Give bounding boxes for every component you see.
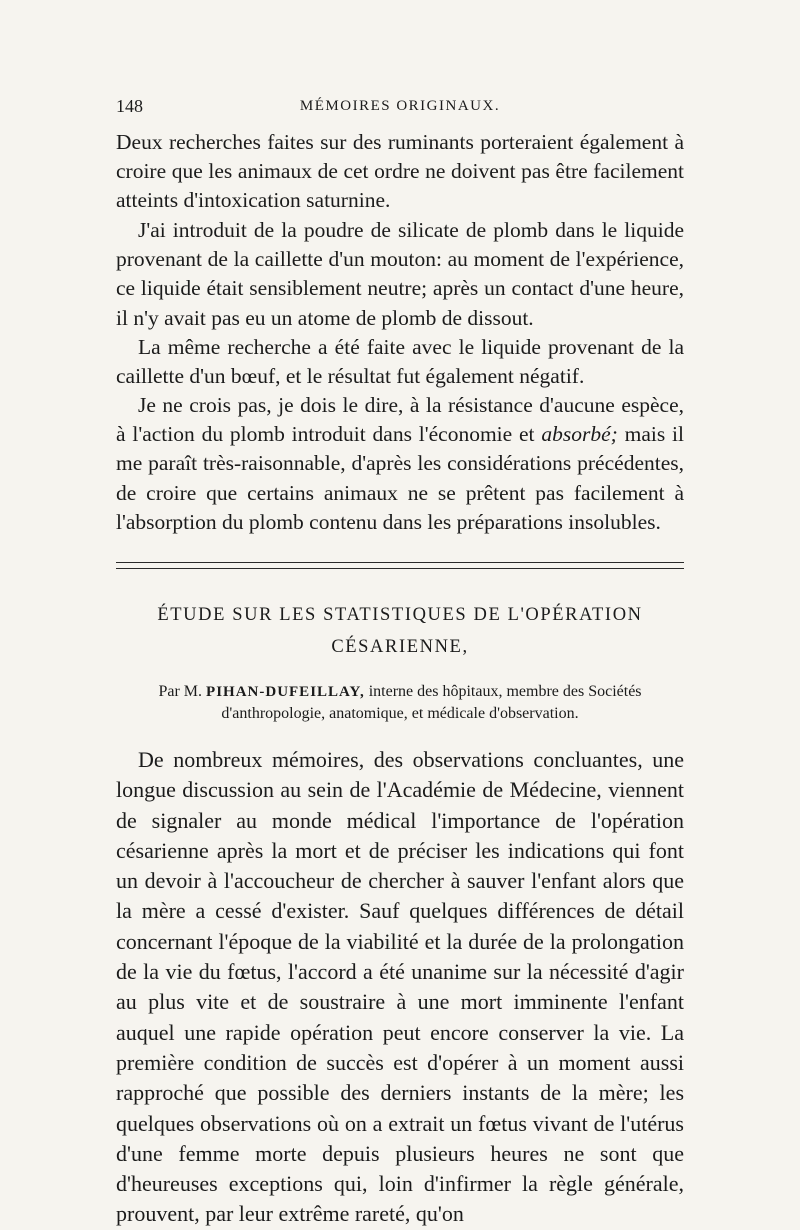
paragraph-conclusion	[116, 391, 684, 537]
article-body-paragraph: De nombreux mémoires, des observations concluantes, une longue discussion au sein de l'Académie de Médecine, viennent de signaler au monde médical l'importance de l'opération césarienne après la mort et de préciser les indications qui font un devoir à l'accoucheur de chercher à sauver l'enfant alors que la mère a cessé d'exister. Sauf quelques différences de détail concernant l'époque de la viabilité et la durée de la prolongation de la vie du fœtus, l'accord a été unanime sur la nécessité d'agir au plus vite et de soustraire à une mort imminente l'enfant auquel une rapide opération peut encore conserver la vie. La première condition de succès est d'opérer à un moment aussi rapproché que possible des derniers instants de la mère; les quelques observations où on a extrait un fœtus vivant de l'utérus d'une femme morte depuis plusieurs heures ne sont que d'heureuses exceptions qui, loin d'infirmer la règle générale, prouvent, par leur extrême rareté, qu'on	[116, 747, 684, 1227]
page-number: 148	[116, 96, 143, 116]
byline-prefix: Par M.	[158, 683, 207, 700]
section-divider-top	[116, 562, 684, 563]
paragraph-ruminants: Deux recherches faites sur des ruminants porteraient également à croire que les animaux de cet ordre ne doivent pas être facilement atteints d'intoxication saturnine.	[116, 130, 684, 213]
running-head	[116, 96, 684, 120]
paragraph-boeuf: La même recherche a été faite avec le liquide provenant de la caillette d'un bœuf, et le résultat fut également négatif.	[116, 335, 684, 389]
conclusion-text-end: mais il me paraît très-raisonnable, d'après les considérations précédentes, de croire que certains animaux ne se prêtent pas facilement à l'absorption du plomb contenu dans les préparations insolubles.	[116, 422, 684, 534]
byline-affiliation: interne des hôpitaux, membre des Sociétés d'anthropologie, anatomique, et médicale d'observation.	[221, 683, 642, 722]
paragraph-mouton: J'ai introduit de la poudre de silicate de plomb dans le liquide provenant de la caillette d'un mouton: au moment de l'expérience, ce liquide était sensiblement neutre; après un contact d'une heure, il n'y avait pas eu un atome de plomb de dissout.	[116, 218, 684, 330]
article-title-line-2: CÉSARIENNE,	[331, 637, 469, 657]
section-divider-bottom	[116, 568, 684, 569]
author-name: PIHAN-DUFEILLAY,	[206, 684, 365, 700]
conclusion-text-start: Je ne crois pas, je dois le dire, à la résistance d'aucune espèce, à l'action du plomb introduit dans l'économie et	[116, 393, 684, 447]
running-head-title: MÉMOIRES ORIGINAUX.	[299, 98, 501, 114]
article-byline	[116, 681, 684, 724]
article-title-line-1: ÉTUDE SUR LES STATISTIQUES DE L'OPÉRATION	[157, 605, 643, 625]
emphasis-absorbe: absorbé;	[541, 422, 618, 447]
